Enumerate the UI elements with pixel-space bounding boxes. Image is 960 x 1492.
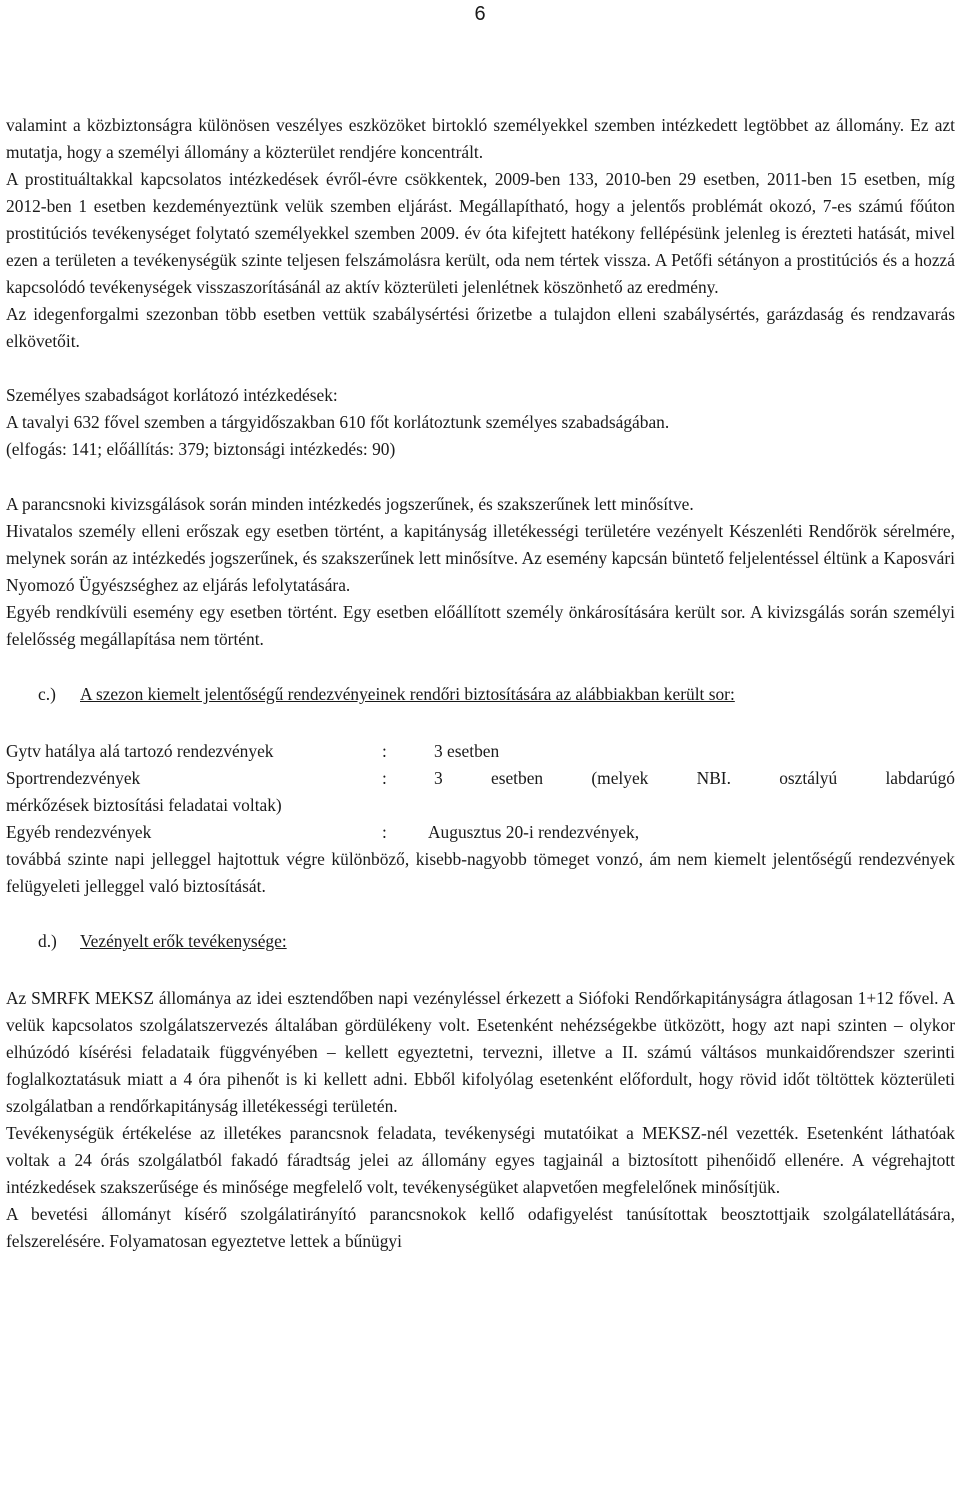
- paragraph: A prostituáltakkal kapcsolatos intézkedések évről-évre csökkentek, 2009-ben 133, 2010-ben 29 esetben, 2011-ben 15 esetben, míg 2012-ben 1 esetben kezdeményeztünk velük szemben eljárást. Megállapítható, hogy a jelentős problémát okozó, 7-es számú főúton prostitúciós tevékenységet folytató személyekkel szemben 2009. év óta kifejtett hatékony fellépésünk jelenleg is érezteti hatását, mivel ezen a területen a tevékenységük szinte teljesen felszámolásra került, oda nem tértek vissza. A Petőfi sétányon a prostitúciós és a hozzá kapcsolódó tevékenységek visszaszorításánál az aktív közterületi jelenlétnek köszönhető az eredmény.: [6, 169, 955, 297]
- paragraph: A parancsnoki kivizsgálások során minden intézkedés jogszerűnek, és szakszerűnek lett minősítve.: [6, 494, 694, 514]
- event-list: [6, 738, 955, 900]
- paragraph: Az idegenforgalmi szezonban több esetben vettük szabálysértési őrizetbe a tulajdon elleni szabálysértés, garázdaság és rendzavarás elkövetőit.: [6, 304, 955, 351]
- event-label: Gytv hatálya alá tartozó rendezvények: [6, 741, 274, 761]
- event-label: Egyéb rendezvények: [6, 822, 152, 842]
- section-title: Vezényelt erők tevékenysége:: [80, 931, 287, 951]
- paragraph: valamint a közbiztonságra különösen veszélyes eszközöket birtokló személyekkel szemben intézkedett legtöbbet az állomány. Ez azt mutatja, hogy a személyi állomány a közterület rendjére koncentrált.: [6, 115, 955, 162]
- paragraph: továbbá szinte napi jelleggel hajtottuk végre különböző, kisebb-nagyobb tömeget vonzó, ám nem kiemelt jelentőségű rendezvények felügyeleti jelleggel való biztosítását.: [6, 849, 955, 896]
- paragraph: Az SMRFK MEKSZ állománya az idei esztendőben napi vezényléssel érkezett a Siófoki Rendőrkapitányságra átlagosan 1+12 fővel. A velük kapcsolatos szolgálatszervezés általában gördülékeny volt. Esetenként nehézségekbe ütközött, hogy azt napi szinten – olykor elhúzódó kísérési feladataik függvényében – kellett egyeztetni, tervezni, illetve a II. számú váltásos munkaidőrendszer szerinti foglalkoztatásuk miatt a 4 óra pihenőt is ki kellett adni. Ebből kifolyólag esetenként előfordult, hogy rövid időt töltöttek közterületi szolgálatban a rendőrkapitányság illetékességi területén.: [6, 988, 955, 1116]
- section-d-heading: [6, 928, 955, 955]
- event-value: 3 esetben (melyek NBI. osztályú labdarúgó: [434, 768, 955, 788]
- event-value: Augusztus 20-i rendezvények,: [428, 822, 640, 842]
- event-row: [6, 765, 955, 792]
- paragraph: Tevékenységük értékelése az illetékes parancsnok feladata, tevékenységi mutatóikat a MEKSZ-nél vezették. Esetenként láthatóak voltak a 24 órás szolgálatból fakadó fáradtság jelei az állomány egyes tagjainál a biztosított pihenőidő ellenére. A végrehajtott intézkedések szakszerűsége és minősége megfelelő volt, tevékenységüket alapvetően megfelelőnek minősítjük.: [6, 1123, 955, 1197]
- restriction-breakdown: (elfogás: 141; előállítás: 379; biztonsági intézkedés: 90): [6, 439, 396, 459]
- event-row: [6, 819, 955, 846]
- paragraph: Hivatalos személy elleni erőszak egy esetben történt, a kapitányság illetékességi területére vezényelt Készenléti Rendőrök sérelmére, melynek során az intézkedés jogszerűnek, és szakszerűnek lett minősítve. Az esemény kapcsán büntető feljelentéssel éltünk a Kaposvári Nyomozó Ügyészséghez az eljárás lefolytatására.: [6, 521, 955, 595]
- event-continuation: mérkőzések biztosítási feladatai voltak): [6, 795, 282, 815]
- event-colon: :: [382, 768, 387, 788]
- page-number: 6: [474, 3, 486, 25]
- section-title: A szezon kiemelt jelentőségű rendezvényeinek rendőri biztosítására az alábbiakban került sor:: [80, 684, 735, 704]
- paragraph: Egyéb rendkívüli esemény egy esetben történt. Egy esetben előállított személy önkárosítására került sor. A kivizsgálás során személyi felelősség megállapítása nem történt.: [6, 602, 955, 649]
- event-label: Sportrendezvények: [6, 768, 141, 788]
- event-colon: :: [382, 822, 387, 842]
- document-body: [6, 112, 955, 1255]
- section-c-heading: [6, 681, 955, 708]
- paragraph: A bevetési állományt kísérő szolgálatirányító parancsnokok kellő odafigyelést tanúsítottak beosztottjaik szolgálatellátására, felszerelésére. Folyamatosan egyeztetve lettek a bűnügyi: [6, 1204, 955, 1251]
- restriction-title: Személyes szabadságot korlátozó intézkedések:: [6, 385, 338, 405]
- restriction-line: A tavalyi 632 fővel szemben a tárgyidőszakban 610 főt korlátoztunk személyes szabadságában.: [6, 412, 670, 432]
- event-value: 3 esetben: [434, 741, 500, 761]
- section-number: c.): [38, 684, 56, 704]
- event-row: [6, 738, 955, 765]
- section-number: d.): [38, 931, 57, 951]
- event-colon: :: [382, 741, 387, 761]
